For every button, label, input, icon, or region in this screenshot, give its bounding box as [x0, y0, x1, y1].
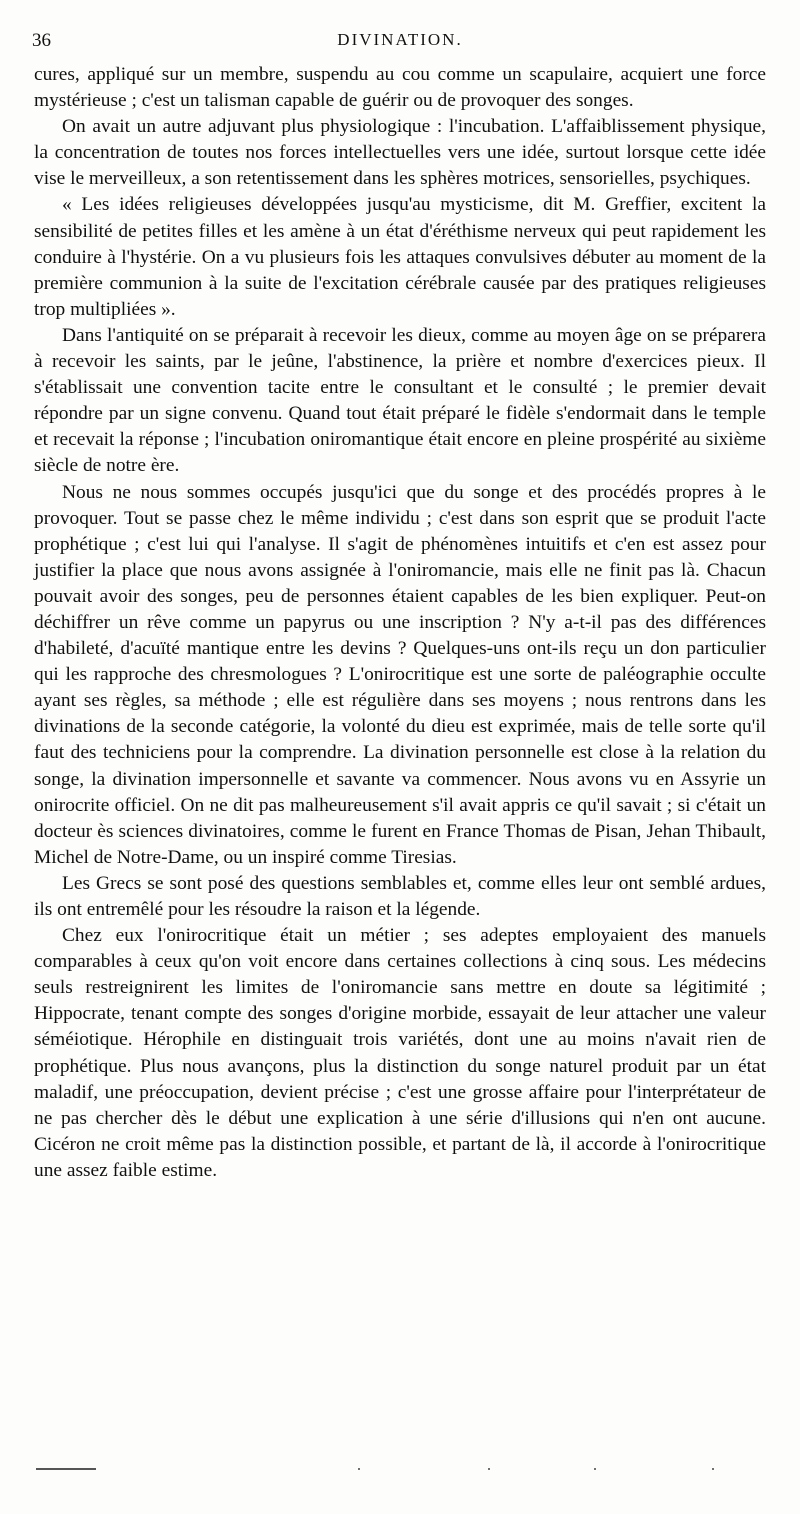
printer-dot-mark	[488, 1468, 490, 1470]
running-title: DIVINATION.	[337, 30, 463, 49]
paragraph-profession: Chez eux l'onirocritique était un métier ; ses adeptes employaient des manuels comparables à ceux qu'on voit encore dans certaines collections à cinq sous. Les médecins seuls restreignirent les limites de l'oniromancie sans mettre en doute sa légitimité ; Hippocrate, tenant compte des songes d'origine morbide, essayait de leur attacher une valeur séméiotique. Hérophile en distinguait trois variétés, dont une au moins n'avait rien de prophétique. Plus nous avançons, plus la distinction du songe naturel produit par un état maladif, une préoccupation, devient précise ; c'est une grosse affaire pour l'interprétateur de ne pas chercher dès le début une explication à une série d'illusions qui n'en ont aucune. Cicéron ne croit même pas la distinction possible, et partant de là, il accorde à l'onirocritique une assez faible estime.	[34, 925, 766, 1181]
paragraph-onirocritique: Nous ne nous sommes occupés jusqu'ici que du songe et des procédés propres à le provoquer. Tout se passe chez le même individu ; c'est dans son esprit que se produit l'acte prophétique ; c'est lui qui l'analyse. Il s'agit de phénomènes intuitifs et c'en est assez pour justifier la place que nous avons assignée à l'oniromancie, mais elle ne finit pas là. Chacun pouvait avoir des songes, peu de personnes étaient capables de les bien expliquer. Peut-on déchiffrer un rêve comme un papyrus ou une inscription ? N'y a-t-il pas des différences d'habileté, d'acuïté mantique entre les devins ? Quelques-uns ont-ils reçu un don particulier qui les rapproche des chresmologues ? L'onirocritique est une sorte de paléographie occulte ayant ses règles, sa méthode ; elle est régulière dans ses moyens ; nous rentrons dans les divinations de la seconde catégorie, la volonté du dieu est exprimée, mais de telle sorte qu'il faut des techniciens pour la comprendre. La divination personnelle est close à la relation du songe, la divination impersonnelle et savante va commencer. Nous avons vu en Assyrie un onirocrite officiel. On ne dit pas malheureusement s'il avait appris ce qu'il savait ; si c'était un docteur ès sciences divinatoires, comme le furent en France Thomas de Pisan, Jehan Thibault, Michel de Notre-Dame, ou un inspiré comme Tiresias.	[34, 481, 766, 868]
paragraph-quotation-greffier: « Les idées religieuses développées jusqu'au mysticisme, dit M. Greffier, excitent la sensibilité de petites filles et les amène à un état d'éréthisme nerveux qui peut rapidement les conduire à l'hystérie. On a vu plusieurs fois les attaques convulsives débuter au moment de la première communion à la suite de l'excitation cérébrale causée par des pratiques religieuses trop multipliées ».	[34, 194, 766, 320]
printer-dot-mark	[594, 1468, 596, 1470]
page-body	[34, 62, 766, 1184]
printer-marks	[36, 1468, 764, 1476]
paragraph-continuation: cures, appliqué sur un membre, suspendu au cou comme un scapulaire, acquiert une force mystérieuse ; c'est un talisman capable de guérir ou de provoquer des songes.	[34, 64, 766, 112]
paragraph-antiquity: Dans l'antiquité on se préparait à recevoir les dieux, comme au moyen âge on se préparera à recevoir les saints, par le jeûne, l'abstinence, la prière et nombre d'exercices pieux. Il s'établissait une convention tacite entre le consultant et le consulté ; le premier devait répondre par un signe convenu. Quand tout était préparé le fidèle s'endormait dans le temple et recevait la réponse ; l'incubation oniromantique était encore en pleine prospérité au sixième siècle de notre ère.	[34, 324, 766, 477]
paragraph-incubation: On avait un autre adjuvant plus physiologique : l'incubation. L'affaiblissement physique, la concentration de toutes nos forces intellectuelles vers une idée, surtout lorsque cette idée vise le merveilleux, a son retentissement dans les sphères motrices, sensorielles, psychiques.	[34, 116, 766, 190]
page-header	[32, 30, 768, 60]
printer-dot-mark	[712, 1468, 714, 1470]
page-number: 36	[32, 30, 51, 51]
paragraph-greeks: Les Grecs se sont posé des questions semblables et, comme elles leur ont semblé ardues, ils ont entremêlé pour les résoudre la raison et la légende.	[34, 872, 766, 920]
printer-rule-mark	[36, 1468, 96, 1470]
printer-dot-mark	[358, 1468, 360, 1470]
